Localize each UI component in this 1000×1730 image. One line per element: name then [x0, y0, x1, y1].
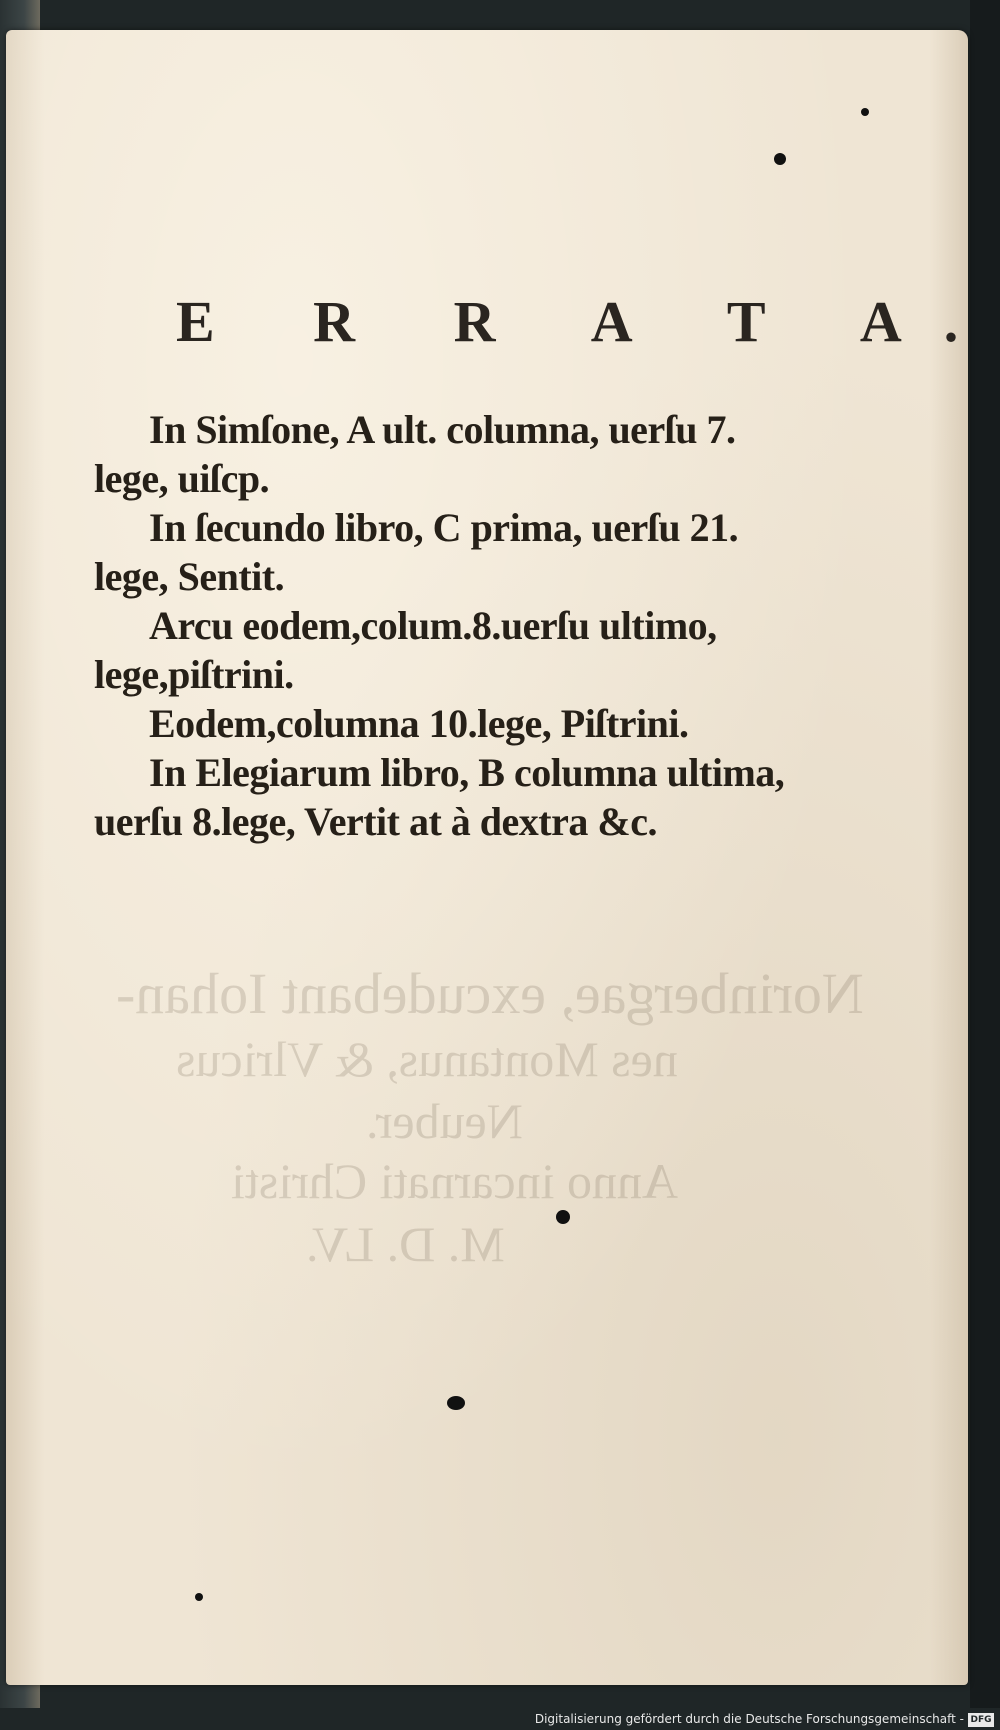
errata-line: In Simſone, A ult. columna, uerſu 7.: [149, 407, 736, 452]
ink-speck: [556, 1210, 570, 1224]
ink-speck: [861, 108, 869, 116]
ink-speck: [774, 153, 786, 165]
errata-line: In ſecundo libro, C prima, uerſu 21.: [149, 505, 739, 550]
footer-credit: Digitalisierung gefördert durch die Deutsche Forschungsgemeinschaft -: [534, 1712, 964, 1726]
errata-text-block: [94, 405, 894, 846]
errata-line: In Elegiarum libro, B columna ultima,: [149, 750, 785, 795]
errata-line: Arcu eodem,colum.8.uerſu ultimo,: [149, 603, 717, 648]
errata-line: lege, Sentit.: [94, 554, 285, 599]
errata-line: uerſu 8.lege, Vertit at à dextra &c.: [94, 799, 657, 844]
errata-line: lege, uiſcp.: [94, 456, 270, 501]
errata-line: Eodem,columna 10.lege, Piſtrini.: [149, 701, 689, 746]
ink-speck: [195, 1593, 203, 1601]
errata-heading: E R R A T A.: [176, 289, 1000, 354]
show-through-bleed: Norinbergae, excudebant Iohan- nes Montanus, & Vlricus Neuber. Anno incarnati Christi M. D. LV.: [116, 961, 864, 1272]
ink-speck: [447, 1396, 465, 1410]
errata-line: lege,piſtrini.: [94, 652, 294, 697]
footer-bar: [0, 1708, 1000, 1730]
dfg-logo-icon: DFG: [968, 1713, 994, 1727]
paper-page: [6, 30, 1000, 1685]
book-board-right: [970, 0, 1000, 1730]
